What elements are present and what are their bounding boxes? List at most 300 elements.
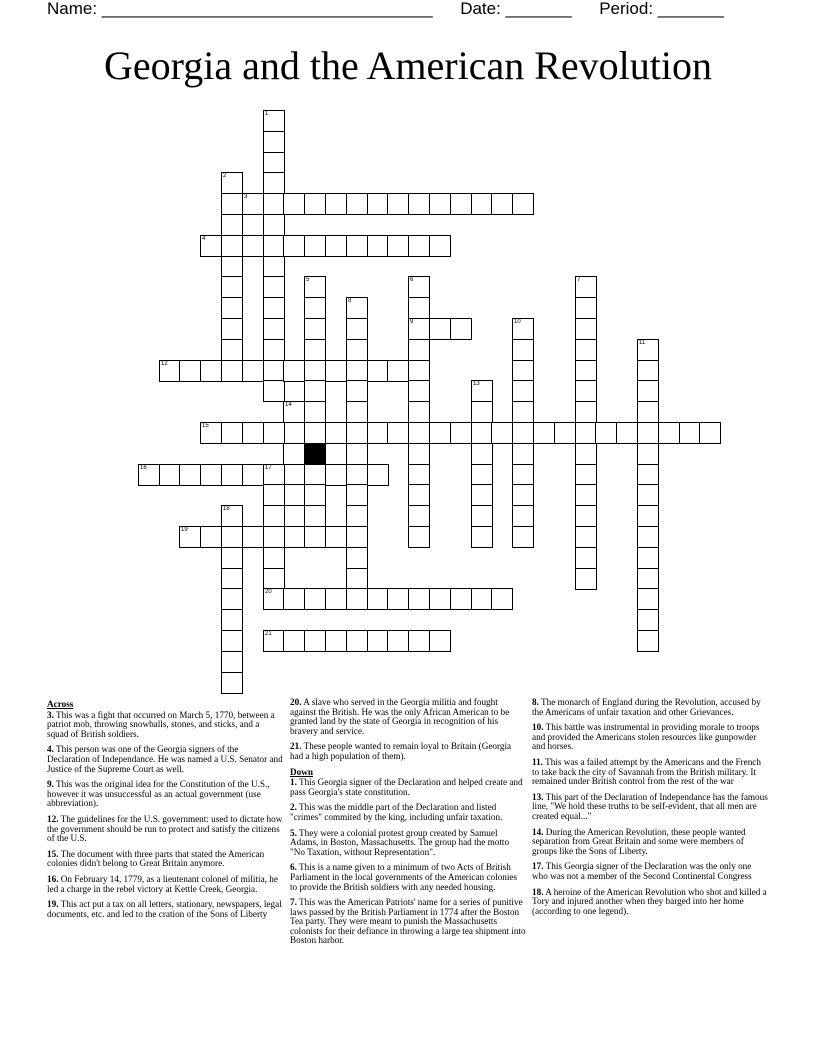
grid-cell[interactable] [575, 484, 597, 506]
grid-cell[interactable] [637, 484, 659, 506]
grid-cell[interactable] [263, 131, 285, 153]
grid-cell[interactable] [263, 339, 285, 361]
grid-cell[interactable] [575, 464, 597, 486]
clue-text: This Georgia signer of the Declaration was the only one who was not a member of the Second Continental Congress [532, 861, 752, 881]
grid-cell[interactable] [346, 526, 368, 548]
grid-cell[interactable] [637, 630, 659, 652]
grid-cell[interactable] [471, 484, 493, 506]
down-clue-1 [290, 778, 526, 797]
grid-cell[interactable] [408, 193, 430, 215]
grid-cell[interactable] [263, 360, 285, 382]
clue-number-label: 6 [410, 277, 414, 283]
clue-number: 18. [532, 886, 544, 897]
grid-cell[interactable] [221, 276, 243, 298]
grid-cell[interactable] [637, 339, 659, 361]
grid-cell[interactable] [283, 588, 305, 610]
grid-cell[interactable] [408, 339, 430, 361]
clue-column-2 [290, 698, 526, 952]
grid-cell[interactable] [138, 464, 160, 486]
puzzle-title: Georgia and the American Revolution [104, 43, 712, 88]
grid-cell[interactable] [512, 339, 534, 361]
grid-cell[interactable] [221, 630, 243, 652]
grid-cell[interactable] [263, 152, 285, 174]
down-clue-17 [532, 862, 768, 881]
grid-cell[interactable] [471, 193, 493, 215]
grid-cell[interactable] [575, 339, 597, 361]
grid-cell[interactable] [221, 422, 243, 444]
grid-cell[interactable] [658, 422, 680, 444]
grid-cell[interactable] [283, 484, 305, 506]
grid-cell[interactable] [221, 609, 243, 631]
grid-cell[interactable] [408, 630, 430, 652]
grid-cell[interactable] [304, 526, 326, 548]
grid-cell[interactable] [346, 235, 368, 257]
grid-cell[interactable] [242, 235, 264, 257]
grid-cell[interactable] [575, 526, 597, 548]
grid-cell[interactable] [346, 547, 368, 569]
grid-cell[interactable] [304, 380, 326, 402]
grid-cell[interactable] [575, 422, 597, 444]
grid-cell[interactable] [304, 484, 326, 506]
clue-text: This was a failed attempt by the Americans and the French to take back the city of Savannah from the British military. It remained under British control from the rest of the war [532, 756, 761, 787]
grid-cell[interactable] [387, 422, 409, 444]
grid-cell[interactable] [221, 568, 243, 590]
clue-number: 6. [290, 862, 297, 873]
down-clue-7 [290, 898, 526, 946]
across-heading: Across [47, 699, 74, 709]
grid-cell[interactable] [637, 568, 659, 590]
grid-cell[interactable] [346, 193, 368, 215]
grid-cell[interactable] [263, 505, 285, 527]
grid-cell[interactable] [387, 235, 409, 257]
grid-cell[interactable] [221, 339, 243, 361]
clue-text: A heroine of the American Revolution who shot and killed a Tory and injured another when they barged into her home (according to one legend). [532, 886, 767, 916]
grid-cell[interactable] [221, 526, 243, 548]
grid-cell[interactable] [575, 360, 597, 382]
grid-cell[interactable] [346, 422, 368, 444]
across-clue-19 [47, 900, 283, 919]
grid-cell[interactable] [221, 256, 243, 278]
grid-cell[interactable] [304, 422, 326, 444]
name-field[interactable]: Name: ___________________________________ [47, 0, 433, 18]
grid-cell[interactable] [283, 630, 305, 652]
grid-cell[interactable] [471, 443, 493, 465]
grid-cell[interactable] [367, 630, 389, 652]
grid-cell[interactable] [512, 505, 534, 527]
grid-cell[interactable] [346, 630, 368, 652]
grid-cell[interactable] [325, 526, 347, 548]
grid-cell[interactable] [346, 464, 368, 486]
clue-number-label: 14 [285, 402, 292, 408]
grid-cell[interactable] [283, 360, 305, 382]
grid-cell[interactable] [263, 172, 285, 194]
clue-number-label: 18 [223, 506, 230, 512]
grid-cell[interactable] [575, 318, 597, 340]
clue-number: 9. [47, 779, 54, 790]
grid-cell[interactable] [346, 318, 368, 340]
clue-number: 15. [47, 848, 59, 859]
grid-cell[interactable] [304, 588, 326, 610]
grid-cell[interactable] [242, 193, 264, 215]
clue-text: This was the original idea for the Constitution of the U.S., however it was unsuccessful as an actual government (use abbreviation). [47, 779, 270, 809]
grid-cell[interactable] [450, 193, 472, 215]
grid-cell[interactable] [408, 588, 430, 610]
grid-cell[interactable] [491, 422, 513, 444]
grid-cell[interactable] [637, 505, 659, 527]
across-clue-15 [47, 850, 283, 869]
grid-cell[interactable] [346, 380, 368, 402]
grid-cell[interactable] [346, 339, 368, 361]
down-clue-6 [290, 863, 526, 892]
grid-cell[interactable] [200, 360, 222, 382]
clue-text: On February 14, 1779, as a lieutenant colonel of militia, he led a charge in the rebel victory at Kettle Creek, Georgia. [47, 873, 278, 894]
grid-cell[interactable] [637, 422, 659, 444]
grid-cell[interactable] [637, 360, 659, 382]
grid-cell[interactable] [304, 464, 326, 486]
grid-cell[interactable] [471, 464, 493, 486]
clue-number-label: 4 [202, 236, 206, 242]
grid-cell[interactable] [512, 380, 534, 402]
grid-cell[interactable] [325, 422, 347, 444]
clue-text: This Georgia signer of the Declaration and helped create and pass Georgia's state constitution. [290, 777, 523, 797]
grid-cell[interactable] [263, 214, 285, 236]
grid-cell[interactable] [575, 568, 597, 590]
grid-cell[interactable] [283, 443, 305, 465]
grid-cell[interactable] [471, 526, 493, 548]
grid-cell[interactable] [221, 547, 243, 569]
clue-number-label: 19 [181, 527, 188, 533]
grid-cell[interactable] [367, 235, 389, 257]
grid-cell[interactable] [471, 401, 493, 423]
grid-cell[interactable] [387, 193, 409, 215]
clue-number-label: 2 [223, 173, 227, 179]
grid-cell[interactable] [512, 193, 534, 215]
grid-cell[interactable] [304, 276, 326, 298]
grid-cell[interactable] [637, 588, 659, 610]
grid-cell[interactable] [512, 443, 534, 465]
grid-cell[interactable] [304, 318, 326, 340]
grid-cell[interactable] [595, 422, 617, 444]
grid-cell[interactable] [346, 360, 368, 382]
grid-cell[interactable] [221, 214, 243, 236]
grid-cell[interactable] [304, 401, 326, 423]
clue-text: A slave who served in the Georgia militia and fought against the British. He was the only African American to be granted land by the state of Georgia in recognition of his bravery and service. [290, 697, 510, 736]
grid-cell[interactable] [387, 360, 409, 382]
grid-cell[interactable] [429, 318, 451, 340]
grid-cell[interactable] [242, 422, 264, 444]
grid-cell[interactable] [429, 630, 451, 652]
grid-cell[interactable] [304, 630, 326, 652]
grid-cell[interactable] [512, 526, 534, 548]
across-clue-3 [47, 711, 283, 740]
grid-cell[interactable] [263, 588, 285, 610]
grid-cell[interactable] [283, 193, 305, 215]
grid-cell[interactable] [637, 443, 659, 465]
clue-text: These people wanted to remain loyal to Britain (Georgia had a high population of them). [290, 741, 512, 761]
grid-cell[interactable] [408, 360, 430, 382]
grid-cell[interactable] [450, 318, 472, 340]
grid-cell[interactable] [408, 318, 430, 340]
clue-number: 10. [532, 722, 544, 733]
clue-number: 11. [532, 756, 543, 767]
grid-cell[interactable] [512, 318, 534, 340]
grid-cell[interactable] [325, 235, 347, 257]
clue-text: The guidelines for the U.S. government: used to dictate how the government should be run to protect and satisfy the citizens of the U.S. [47, 813, 283, 844]
grid-cell[interactable] [512, 484, 534, 506]
grid-cell[interactable] [304, 235, 326, 257]
clue-number: 17. [532, 861, 544, 872]
clue-text: This was a fight that occurred on March 5, 1770, between a patriot mob, throwing snowballs, stones, and sticks, and a squad of British soldiers. [47, 709, 275, 739]
grid-cell[interactable] [637, 526, 659, 548]
grid-cell[interactable] [346, 297, 368, 319]
grid-cell[interactable] [221, 505, 243, 527]
clue-text: This act put a tax on all letters, stationary, newspapers, legal documents, etc. and led to the cration of the Sons of Liberty [47, 899, 282, 919]
grid-cell[interactable] [429, 588, 451, 610]
grid-cell[interactable] [575, 547, 597, 569]
grid-cell[interactable] [533, 422, 555, 444]
grid-cell[interactable] [263, 484, 285, 506]
grid-cell[interactable] [263, 256, 285, 278]
grid-cell[interactable] [429, 422, 451, 444]
grid-cell[interactable] [325, 630, 347, 652]
clue-text: This person was one of the Georgia signers of the Declaration of Independance. He was named a U.S. Senator and Justice of the Supreme Court as well. [47, 744, 283, 774]
grid-cell[interactable] [408, 526, 430, 548]
clue-number-label: 9 [410, 319, 414, 325]
grid-cell[interactable] [491, 588, 513, 610]
clue-number: 1. [290, 777, 297, 788]
grid-cell[interactable] [512, 360, 534, 382]
grid-cell[interactable] [179, 464, 201, 486]
grid-cell[interactable] [325, 464, 347, 486]
grid-cell[interactable] [283, 422, 305, 444]
clue-text: The monarch of England during the Revolution, accused by the Americans of unfair taxation and other Grievances. [532, 697, 761, 717]
grid-cell[interactable] [450, 422, 472, 444]
grid-cell[interactable] [471, 588, 493, 610]
grid-cell[interactable] [367, 422, 389, 444]
name-date-period-line [47, 0, 767, 22]
grid-cell[interactable] [367, 193, 389, 215]
grid-cell[interactable] [637, 401, 659, 423]
grid-cell[interactable] [221, 672, 243, 694]
grid-cell[interactable] [200, 235, 222, 257]
grid-cell[interactable] [221, 464, 243, 486]
clue-text: This was the American Patriots' name for a series of punitive laws passed by the British Parliament in 1774 after the Boston Tea party. They were meant to punish the Massachusetts colonists for their defiance in throwing a large tea shipment into Boston harbor. [290, 897, 526, 946]
clue-number-label: 15 [202, 423, 209, 429]
grid-cell[interactable] [221, 297, 243, 319]
grid-cell[interactable] [221, 318, 243, 340]
down-clue-11 [532, 758, 768, 787]
grid-cell[interactable] [471, 422, 493, 444]
clue-number: 21. [290, 741, 302, 752]
clue-column-3 [532, 698, 768, 922]
grid-cell[interactable] [263, 193, 285, 215]
grid-cell[interactable] [471, 505, 493, 527]
period-field[interactable]: Period: _______ [599, 0, 724, 18]
grid-cell[interactable] [408, 276, 430, 298]
grid-cell[interactable] [408, 297, 430, 319]
grid-cell[interactable] [263, 235, 285, 257]
grid-cell[interactable] [283, 464, 305, 486]
grid-cell[interactable] [304, 297, 326, 319]
across-clue-4 [47, 745, 283, 774]
grid-cell[interactable] [263, 380, 285, 402]
grid-cell[interactable] [263, 630, 285, 652]
grid-cell[interactable] [346, 401, 368, 423]
grid-cell[interactable] [263, 276, 285, 298]
down-clue-14 [532, 828, 768, 857]
grid-cell[interactable] [408, 464, 430, 486]
grid-cell[interactable] [408, 484, 430, 506]
grid-cell[interactable] [242, 360, 264, 382]
grid-cell[interactable] [387, 630, 409, 652]
grid-cell[interactable] [408, 422, 430, 444]
grid-cell[interactable] [554, 422, 576, 444]
clue-column-1 [47, 698, 283, 925]
grid-cell[interactable] [304, 339, 326, 361]
clue-number-label: 11 [639, 340, 646, 346]
grid-cell[interactable] [346, 568, 368, 590]
clue-number: 20. [290, 697, 302, 707]
clue-text: The document with three parts that stated the American colonies didn't belong to Great Britain anymore. [47, 848, 265, 869]
grid-cell[interactable] [616, 422, 638, 444]
grid-cell[interactable] [283, 526, 305, 548]
grid-cell[interactable] [283, 401, 305, 423]
grid-cell[interactable] [221, 193, 243, 215]
clue-number: 12. [47, 813, 59, 824]
grid-cell[interactable] [575, 380, 597, 402]
grid-cell[interactable] [575, 401, 597, 423]
grid-cell[interactable] [221, 588, 243, 610]
grid-cell[interactable] [325, 360, 347, 382]
grid-cell[interactable] [367, 360, 389, 382]
grid-cell[interactable] [159, 360, 181, 382]
grid-cell[interactable] [159, 464, 181, 486]
grid-cell[interactable] [450, 588, 472, 610]
clue-number: 8. [532, 697, 539, 707]
grid-cell[interactable] [408, 443, 430, 465]
grid-cell[interactable] [575, 505, 597, 527]
grid-cell[interactable] [304, 193, 326, 215]
grid-cell[interactable] [283, 505, 305, 527]
clue-number-label: 20 [265, 589, 272, 595]
grid-cell[interactable] [367, 588, 389, 610]
grid-cell[interactable] [263, 568, 285, 590]
grid-cell[interactable] [263, 422, 285, 444]
grid-cell[interactable] [367, 464, 389, 486]
grid-cell[interactable] [304, 360, 326, 382]
down-clue-2 [290, 803, 526, 822]
grid-cell[interactable] [408, 235, 430, 257]
grid-cell[interactable] [679, 422, 701, 444]
across-clue-9 [47, 780, 283, 809]
grid-cell[interactable] [263, 464, 285, 486]
clue-number-label: 10 [514, 319, 521, 325]
grid-cell[interactable] [408, 380, 430, 402]
clue-text: They were a colonial protest group created by Samuel Adams, in Boston, Massachusetts. The group had the motto "No Taxation, without Representation". [290, 827, 510, 857]
grid-cell[interactable] [637, 464, 659, 486]
clue-number-label: 12 [161, 361, 168, 367]
grid-cell[interactable] [575, 443, 597, 465]
clue-number: 7. [290, 897, 297, 908]
grid-cell[interactable] [346, 588, 368, 610]
down-clue-13 [532, 793, 768, 822]
clue-number: 14. [532, 826, 544, 837]
grid-cell[interactable] [221, 235, 243, 257]
across-clue-20 [290, 698, 526, 736]
grid-cell[interactable] [263, 547, 285, 569]
clue-text: This battle was instrumental in providing morale to troops and provided the Americans stolen resources like gunpowder and horses. [532, 722, 760, 752]
grid-cell[interactable] [304, 505, 326, 527]
grid-cell[interactable] [429, 235, 451, 257]
grid-cell[interactable] [637, 547, 659, 569]
grid-cell[interactable] [637, 380, 659, 402]
grid-cell[interactable] [263, 110, 285, 132]
grid-cell[interactable] [263, 526, 285, 548]
clue-number-label: 17 [265, 465, 272, 471]
grid-cell[interactable] [200, 526, 222, 548]
grid-cell[interactable] [242, 526, 264, 548]
grid-cell[interactable] [575, 276, 597, 298]
clue-number-label: 3 [244, 194, 248, 200]
grid-cell[interactable] [637, 609, 659, 631]
clue-number-label: 16 [140, 465, 147, 471]
down-clue-5 [290, 829, 526, 858]
clue-number-label: 7 [577, 277, 581, 283]
grid-cell[interactable] [221, 172, 243, 194]
down-heading: Down [290, 766, 313, 777]
grid-cell[interactable] [200, 464, 222, 486]
across-clue-21 [290, 742, 526, 761]
grid-cell[interactable] [200, 422, 222, 444]
grid-cell[interactable] [491, 193, 513, 215]
clue-number: 4. [47, 744, 54, 755]
grid-cell[interactable] [325, 588, 347, 610]
grid-cell[interactable] [512, 464, 534, 486]
clue-number: 13. [532, 791, 544, 802]
grid-cell[interactable] [346, 505, 368, 527]
grid-cell[interactable] [221, 360, 243, 382]
grid-cell[interactable] [346, 443, 368, 465]
grid-cell[interactable] [429, 193, 451, 215]
grid-cell[interactable] [471, 380, 493, 402]
grid-cell[interactable] [387, 588, 409, 610]
grid-cell[interactable] [408, 505, 430, 527]
grid-cell[interactable] [283, 235, 305, 257]
grid-cell[interactable] [263, 297, 285, 319]
clue-number: 16. [47, 873, 59, 884]
grid-cell[interactable] [512, 422, 534, 444]
grid-cell[interactable] [179, 526, 201, 548]
grid-cell[interactable] [325, 193, 347, 215]
grid-cell[interactable] [408, 401, 430, 423]
grid-cell[interactable] [512, 401, 534, 423]
down-clue-10 [532, 723, 768, 752]
grid-cell[interactable] [699, 422, 721, 444]
across-clue-12 [47, 815, 283, 844]
clue-number-label: 13 [473, 381, 480, 387]
clue-number: 2. [290, 802, 297, 813]
date-field[interactable]: Date: _______ [460, 0, 572, 18]
grid-cell[interactable] [346, 484, 368, 506]
grid-cell[interactable] [263, 318, 285, 340]
clue-number-label: 1 [265, 111, 269, 117]
grid-cell[interactable] [221, 651, 243, 673]
grid-cell[interactable] [179, 360, 201, 382]
across-clue-16 [47, 875, 283, 894]
grid-cell[interactable] [575, 297, 597, 319]
clue-text: During the American Revolution, these people wanted separation from Great Britain and some were members of groups like the Sons of Liberty. [532, 826, 746, 856]
grid-cell[interactable] [242, 464, 264, 486]
